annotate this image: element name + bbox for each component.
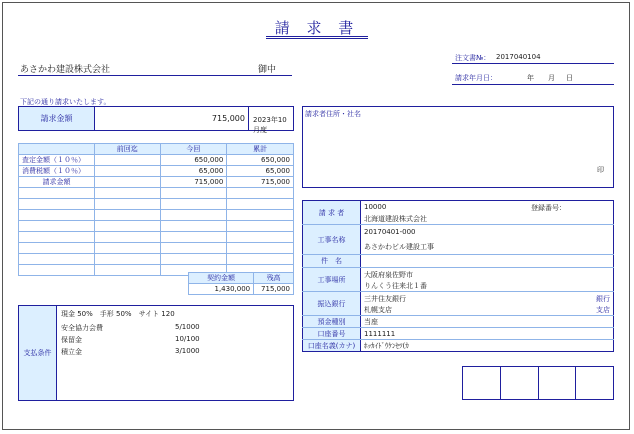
- project-code: 20170401-000: [364, 228, 416, 236]
- bank-label: 振込銀行: [303, 292, 361, 316]
- branch-name: 札幌支店: [364, 306, 392, 314]
- table-row: [19, 232, 294, 243]
- breakdown-header-previous: 前回迄: [94, 144, 160, 155]
- order-no-label: 注文書№：: [455, 54, 491, 62]
- claimant-table: [302, 200, 614, 352]
- claimant-reg-label: 登録番号：: [531, 204, 566, 212]
- breakdown-cell: 65,000: [227, 166, 294, 177]
- billing-address-box: [302, 106, 614, 188]
- stamp-box: [501, 367, 539, 399]
- breakdown-cell: 650,000: [227, 155, 294, 166]
- recipient-honorific: 御中: [258, 65, 277, 75]
- account-no-label: 口座番号: [303, 328, 361, 340]
- breakdown-header-current: 今回: [160, 144, 227, 155]
- item-label: 件 名: [303, 255, 361, 268]
- title-underline-2: [266, 38, 368, 39]
- date-day-label: 日: [566, 74, 573, 82]
- breakdown-cell: 715,000: [160, 177, 227, 188]
- claimant-company: 北海道建設株式会社: [364, 215, 427, 223]
- document-title: 請 求 書: [274, 19, 360, 37]
- account-name-label: 口座名義(カナ): [303, 340, 361, 352]
- recipient-name: あさかわ建設株式会社: [20, 65, 111, 75]
- breakdown-cell: 65,000: [160, 166, 227, 177]
- recipient-underline: [18, 75, 292, 76]
- table-row: [19, 188, 294, 199]
- claimant-code: 10000: [364, 203, 387, 211]
- contract-header-balance: 残高: [254, 273, 294, 284]
- deduction-value: 10/100: [175, 335, 200, 343]
- order-no-underline: [452, 63, 614, 64]
- billing-address-label: 請求者住所・社名: [305, 110, 361, 118]
- deduction-value: 5/1000: [175, 323, 200, 331]
- amount-box: [18, 106, 294, 134]
- breakdown-cell: [94, 166, 160, 177]
- deduction-name: 保留金: [61, 336, 82, 344]
- account-no-value: 1111111: [361, 328, 614, 340]
- date-label: 請求年月日：: [455, 74, 497, 82]
- breakdown-cell: 715,000: [227, 177, 294, 188]
- stamp-box: [463, 367, 501, 399]
- deduction-value: 3/1000: [175, 347, 200, 355]
- amount-period: 2023年10月度: [253, 116, 287, 134]
- stamp-box: [576, 367, 613, 399]
- site-line2: りんくう往来北１番: [364, 282, 427, 290]
- project-name: あさかわビル建設工事: [364, 243, 434, 251]
- breakdown-header-cumulative: 累計: [227, 144, 294, 155]
- stamp-box: [539, 367, 577, 399]
- amount-label: 請求金額: [19, 107, 95, 130]
- project-label: 工事名称: [303, 225, 361, 255]
- payment-terms: 現金 50% 手形 50% サイト 120: [61, 310, 175, 318]
- stamp-label: 印: [597, 166, 604, 174]
- title-underline: [266, 36, 368, 37]
- account-name-value: ﾎｯｶｲﾄﾞｳｹﾝｾﾂ(ｶ: [364, 341, 409, 350]
- contract-amount-value: 1,430,000: [189, 284, 254, 295]
- date-underline: [452, 84, 614, 85]
- branch-suffix: 支店: [596, 306, 610, 314]
- bank-suffix: 銀行: [596, 295, 610, 303]
- account-type-value: 当座: [361, 316, 614, 328]
- table-row: [19, 199, 294, 210]
- claimant-label: 請 求 者: [303, 201, 361, 225]
- amount-divider: [248, 107, 249, 130]
- date-month-label: 月: [548, 74, 555, 82]
- breakdown-cell: [94, 177, 160, 188]
- table-row: [19, 155, 294, 166]
- amount-value: 715,000: [211, 114, 245, 123]
- intro-text: 下記の通り請求いたします。: [20, 98, 111, 106]
- table-row: [19, 221, 294, 232]
- deduction-name: 積立金: [61, 348, 82, 356]
- contract-header-amount: 契約金額: [189, 273, 254, 284]
- table-row: [19, 177, 294, 188]
- site-line1: 大阪府泉佐野市: [364, 271, 413, 279]
- breakdown-row-label: 消費税額（１０％）: [19, 166, 95, 177]
- table-row: [19, 243, 294, 254]
- order-no-value: 2017040104: [496, 53, 541, 61]
- approval-stamp-boxes: [462, 366, 614, 400]
- site-label: 工事場所: [303, 268, 361, 292]
- breakdown-cell: [94, 155, 160, 166]
- table-row: [19, 254, 294, 265]
- table-row: [19, 166, 294, 177]
- breakdown-row-label: 査定金額（１０％）: [19, 155, 95, 166]
- breakdown-cell: 650,000: [160, 155, 227, 166]
- date-year-label: 年: [527, 74, 534, 82]
- account-type-label: 預金種別: [303, 316, 361, 328]
- deduction-name: 安全協力会費: [61, 324, 103, 332]
- table-row: [19, 210, 294, 221]
- breakdown-row-label: 請求金額: [19, 177, 95, 188]
- payment-label: 支払条件: [19, 306, 57, 400]
- item-value: [361, 255, 614, 268]
- bank-name: 三井住友銀行: [364, 295, 406, 303]
- contract-balance-value: 715,000: [254, 284, 294, 295]
- breakdown-header-blank: [19, 144, 95, 155]
- contract-table: [188, 272, 294, 295]
- payment-box: [18, 305, 294, 401]
- breakdown-table: [18, 143, 294, 276]
